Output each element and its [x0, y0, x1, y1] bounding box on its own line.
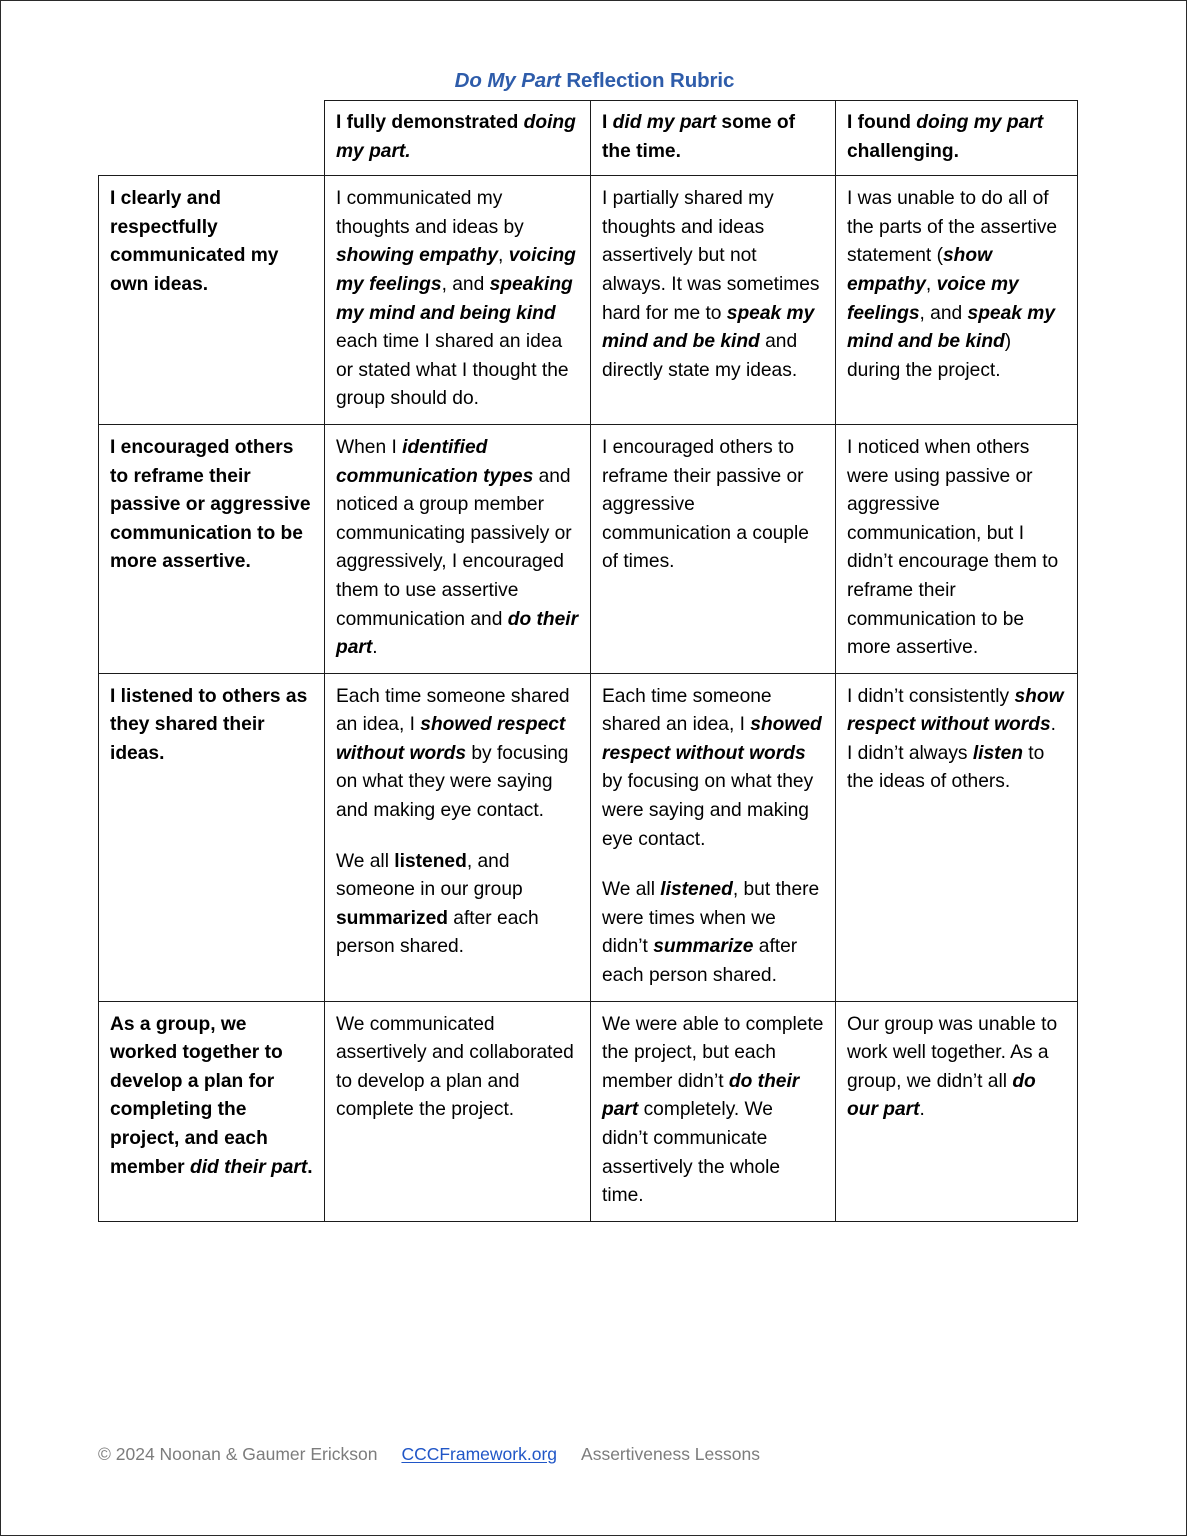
emphasis: listened	[660, 879, 733, 901]
header-text-emphasis: doing my part.	[336, 112, 576, 162]
cell-text: I was unable to do all of the parts of the assertive statement (show empathy, voice my feelings, and speak my mind and be kind) during the project.	[847, 188, 1058, 381]
emphasis: showing empathy	[336, 245, 499, 267]
table-row	[99, 1001, 1078, 1221]
cell-text: I communicated my thoughts and ideas by showing empathy, voicing my feelings, and speaking my mind and being kind each time I shared an idea or stated what I thought the group should do.	[336, 188, 576, 410]
emphasis: voicing my feelings	[336, 245, 576, 295]
emphasis: identified communication types	[336, 436, 534, 487]
emphasis: show respect without words	[847, 685, 1064, 736]
emphasis: speak my mind and be kind	[602, 302, 815, 353]
emphasis: showed respect without words	[602, 714, 822, 764]
cell-text: Each time someone shared an idea, I showed respect without words by focusing on what they were saying and making eye contact.	[602, 685, 822, 850]
criterion-text: I clearly and respectfully communicated my own ideas.	[110, 188, 279, 295]
criterion-text: I listened to others as they shared their ideas.	[110, 685, 308, 764]
header-text-emphasis: did my part	[612, 112, 717, 133]
cell-text: We communicated assertively and collaborated to develop a plan and complete the project.	[336, 1013, 574, 1121]
cell-r4-some	[591, 1001, 836, 1221]
cell-r1-fully	[325, 176, 591, 425]
emphasis: speak my mind and be kind	[847, 302, 1055, 353]
cell-r4-challenging	[836, 1001, 1078, 1221]
cell-r3-challenging	[836, 673, 1078, 1001]
emphasis: speaking my mind and being kind	[336, 273, 573, 324]
header-cell-challenging	[836, 101, 1078, 176]
table-row	[99, 673, 1078, 1001]
header-cell-fully-demonstrated	[325, 101, 591, 176]
emphasis: showed respect without words	[336, 714, 566, 764]
rubric-table	[98, 100, 1078, 1222]
footer-lesson-label: Assertiveness Lessons	[581, 1444, 760, 1464]
cell-text: We were able to complete the project, but each member didn’t do their part completely. We didn’t communicate assertively the whole time.	[602, 1013, 824, 1207]
criterion-cell-group-plan	[99, 1001, 325, 1221]
table-header-row	[99, 101, 1078, 176]
emphasis: voice my feelings	[847, 273, 1019, 324]
criterion-cell-encouraged-reframing	[99, 424, 325, 673]
cell-text: I encouraged others to reframe their passive or aggressive communication a couple of times.	[602, 436, 809, 573]
cell-r1-challenging	[836, 176, 1078, 425]
header-text-post: challenging.	[847, 140, 959, 162]
header-cell-some-of-the-time	[591, 101, 836, 176]
cell-text: Our group was unable to work well together. As a group, we didn’t all do our part.	[847, 1013, 1058, 1121]
cell-r2-challenging	[836, 424, 1078, 673]
ccc-framework-link[interactable]: CCCFramework.org	[401, 1444, 558, 1464]
page-title	[1, 69, 1187, 93]
emphasis: did their part	[189, 1156, 308, 1178]
cell-text: I didn’t consistently show respect without words. I didn’t always listen to the ideas of others.	[847, 685, 1064, 793]
cell-text: We all listened, but there were times when we didn’t summarize after each person shared.	[602, 879, 820, 987]
cell-text: When I identified communication types and noticed a group member communicating passively or aggressively, I encouraged them to use assertive communication and do their part.	[336, 436, 579, 659]
cell-r4-fully	[325, 1001, 591, 1221]
cell-r2-some	[591, 424, 836, 673]
cell-r2-fully	[325, 424, 591, 673]
emphasis: summarized	[336, 907, 448, 929]
page-title-emphasis: Do My Part	[454, 69, 561, 92]
emphasis: show empathy	[847, 245, 993, 295]
header-text-emphasis: doing my part	[916, 112, 1044, 133]
cell-text: I noticed when others were using passive or aggressive communication, but I didn’t encourage them to reframe their communication to be more assertive.	[847, 436, 1059, 659]
cell-text: We all listened, and someone in our group summarized after each person shared.	[336, 850, 539, 958]
emphasis: listen	[972, 742, 1023, 764]
header-text-pre: I	[602, 112, 613, 133]
footer-copyright: © 2024 Noonan & Gaumer Erickson	[98, 1444, 378, 1464]
cell-r3-some	[591, 673, 836, 1001]
table-row	[99, 176, 1078, 425]
criterion-text: As a group, we worked together to develop a plan for completing the project, and each member did their part.	[110, 1013, 313, 1178]
header-text-pre: I fully demonstrated	[336, 112, 524, 133]
header-text-pre: I found	[847, 112, 917, 133]
emphasis: do their part	[602, 1070, 800, 1121]
table-row	[99, 424, 1078, 673]
footer	[98, 1443, 760, 1465]
emphasis: do their part	[336, 608, 579, 659]
criterion-text: I encouraged others to reframe their passive or aggressive communication to be more assertive.	[110, 436, 311, 573]
cell-r3-fully	[325, 673, 591, 1001]
header-cell-blank	[99, 101, 325, 176]
header-text-post: some of the time.	[602, 112, 795, 162]
emphasis: listened	[394, 850, 467, 872]
cell-r1-some	[591, 176, 836, 425]
criterion-cell-listened-to-others	[99, 673, 325, 1001]
cell-text: Each time someone shared an idea, I showed respect without words by focusing on what they were saying and making eye contact.	[336, 685, 570, 822]
emphasis: do our part	[847, 1070, 1036, 1121]
cell-text: I partially shared my thoughts and ideas assertively but not always. It was sometimes hard for me to speak my mind and be kind and directly state my ideas.	[602, 188, 820, 381]
criterion-cell-communicated-own-ideas	[99, 176, 325, 425]
page-title-rest: Reflection Rubric	[560, 69, 735, 92]
emphasis: summarize	[653, 936, 754, 958]
